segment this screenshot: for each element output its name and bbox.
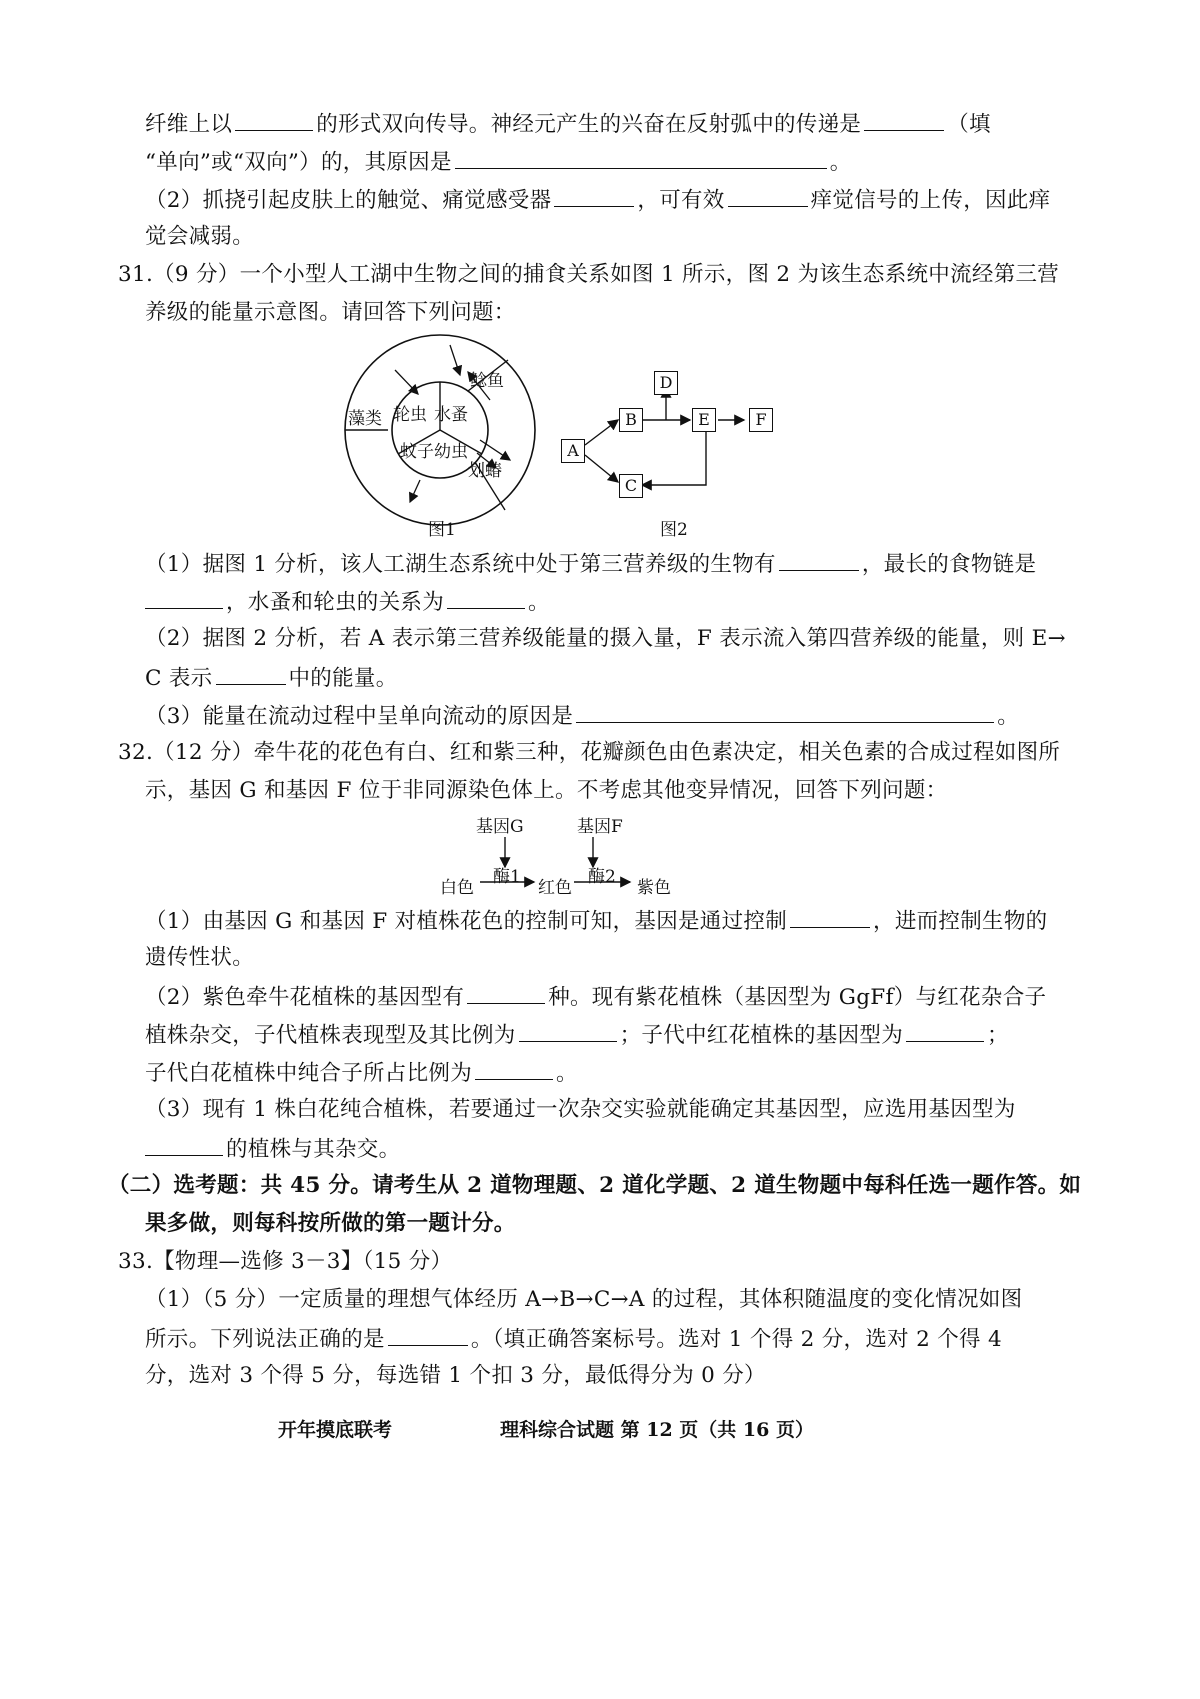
text: （3）能量在流动过程中呈单向流动的原因是	[145, 704, 574, 729]
text: 植株杂交，子代植株表现型及其比例为	[145, 1023, 516, 1048]
q31-intro-1: 31.（9 分）一个小型人工湖中生物之间的捕食关系如图 1 所示，图 2 为该生态系统中流经第三营	[118, 262, 1060, 287]
text: ，水蚤和轮虫的关系为	[226, 590, 445, 615]
q32-intro-1: 32.（12 分）牵牛花的花色有白、红和紫三种，花瓣颜色由色素决定，相关色素的合成过程如图所	[118, 740, 1061, 765]
text: 子代白花植株中纯合子所占比例为	[145, 1061, 473, 1086]
text: ，进而控制生物的	[873, 909, 1048, 934]
text: （2）紫色牵牛花植株的基因型有	[145, 985, 465, 1010]
text: ；	[987, 1023, 1009, 1048]
text: 的植株与其杂交。	[226, 1137, 401, 1162]
answer-blank[interactable]	[145, 586, 223, 609]
q30-line-4: 觉会减弱。	[145, 224, 255, 249]
q32-intro-2: 示，基因 G 和基因 F 位于非同源染色体上。不考虑其他变异情况，回答下列问题：	[145, 778, 948, 803]
q32-part-1	[145, 905, 1047, 937]
q32-part-3: （3）现有 1 株白花纯合植株，若要通过一次杂交实验就能确定其基因型，应选用基因型为	[145, 1097, 1016, 1122]
q31-intro-2: 养级的能量示意图。请回答下列问题：	[145, 300, 516, 325]
answer-blank[interactable]	[388, 1323, 468, 1346]
figure-1-food-web	[340, 330, 540, 530]
q33-part-1-cont-2: 分，选对 3 个得 5 分，每选错 1 个扣 3 分，最低得分为 0 分）	[145, 1363, 766, 1388]
answer-blank[interactable]	[145, 1133, 223, 1156]
text: 纤维上以	[145, 112, 233, 137]
answer-blank[interactable]	[235, 108, 313, 131]
arrow	[410, 480, 420, 502]
q33-part-1: （1）（5 分）一定质量的理想气体经历 A→B→C→A 的过程，其体积随温度的变化情况如图	[145, 1287, 1023, 1312]
answer-blank[interactable]	[519, 1019, 617, 1042]
text: 。	[829, 150, 852, 175]
label-daphnia: 水蚤	[434, 405, 468, 425]
text: （1）由基因 G 和基因 F 对植株花色的控制可知，基因是通过控制	[145, 909, 788, 934]
node-c: C	[619, 474, 643, 498]
answer-blank[interactable]	[790, 905, 870, 928]
text: 中的能量。	[288, 666, 398, 691]
text: 。	[528, 590, 550, 615]
q30-line-3	[145, 184, 1050, 216]
text: （1）据图 1 分析，该人工湖生态系统中处于第三营养级的生物有	[145, 552, 776, 577]
text: （2）抓挠引起皮肤上的触觉、痛觉感受器	[145, 188, 552, 213]
q30-line-1	[145, 108, 991, 140]
answer-blank[interactable]	[447, 586, 525, 609]
text: 。（填正确答案标号。选对 1 个得 2 分，选对 2 个得 4	[470, 1327, 1002, 1352]
label-white: 白色	[440, 878, 474, 898]
q31-part-2: （2）据图 2 分析，若 A 表示第三营养级能量的摄入量，F 表示流入第四营养级的能量，则 E→	[145, 626, 1066, 651]
q32-part-2-cont-2	[145, 1057, 578, 1089]
answer-blank[interactable]	[864, 108, 944, 131]
node-b: B	[619, 408, 643, 432]
node-f: F	[749, 408, 773, 432]
q33-part-1-cont	[145, 1323, 1002, 1355]
label-red: 红色	[538, 878, 572, 898]
text: 所示。下列说法正确的是	[145, 1327, 385, 1352]
answer-blank[interactable]	[467, 981, 545, 1004]
label-enzyme-1: 酶1	[493, 867, 521, 887]
text: （填	[947, 112, 991, 137]
text: ，最长的食物链是	[861, 552, 1037, 577]
q31-part-1-cont	[145, 586, 550, 618]
label-water-boatman: 划蝽	[468, 461, 502, 481]
q32-part-2-cont	[145, 1019, 1009, 1051]
q32-part-3-cont	[145, 1133, 400, 1165]
answer-blank[interactable]	[906, 1019, 984, 1042]
label-gene-g: 基因G	[476, 817, 524, 837]
text: 。	[556, 1061, 578, 1086]
figure-2-caption: 图2	[660, 520, 688, 540]
text: 痒觉信号的上传，因此痒	[810, 188, 1051, 213]
footer-page-info: 理科综合试题 第 12 页（共 16 页）	[500, 1419, 814, 1441]
node-d: D	[654, 371, 678, 395]
q31-part-3	[145, 700, 1019, 732]
label-mosquito-larva: 蚊子幼虫	[400, 442, 468, 462]
footer-exam-name: 开年摸底联考	[278, 1419, 393, 1441]
label-enzyme-2: 酶2	[588, 867, 616, 887]
answer-blank[interactable]	[576, 700, 994, 723]
q30-line-2	[145, 146, 852, 178]
answer-blank[interactable]	[216, 662, 286, 685]
figure-1-caption: 图1	[428, 520, 456, 540]
section-2-heading-cont: 果多做，则每科按所做的第一题计分。	[145, 1211, 516, 1236]
node-e: E	[692, 408, 716, 432]
label-catfish: 鲶鱼	[470, 371, 504, 391]
text: ，可有效	[637, 188, 725, 213]
text: 种。现有紫花植株（基因型为 GgFf）与红花杂合子	[548, 985, 1047, 1010]
text: 的形式双向传导。神经元产生的兴奋在反射弧中的传递是	[316, 112, 862, 137]
label-gene-f: 基因F	[577, 817, 623, 837]
q32-part-2	[145, 981, 1046, 1013]
answer-blank[interactable]	[455, 146, 827, 169]
q32-part-1-cont: 遗传性状。	[145, 945, 255, 970]
label-purple: 紫色	[637, 878, 671, 898]
arrow	[450, 345, 460, 375]
text: “单向”或“双向”）的，其原因是	[145, 150, 452, 175]
answer-blank[interactable]	[475, 1057, 553, 1080]
text: C 表示	[145, 666, 213, 691]
section-2-heading: （二）选考题：共 45 分。请考生从 2 道物理题、2 道化学题、2 道生物题中每科任选一题作答。如	[108, 1173, 1082, 1198]
answer-blank[interactable]	[779, 548, 859, 571]
node-a: A	[561, 439, 585, 463]
answer-blank[interactable]	[554, 184, 634, 207]
q33-title: 33.【物理—选修 3－3】（15 分）	[118, 1249, 453, 1274]
text: 。	[997, 704, 1019, 729]
label-rotifer: 轮虫	[393, 405, 427, 425]
label-algae: 藻类	[348, 409, 382, 429]
text: ；子代中红花植株的基因型为	[619, 1023, 904, 1048]
q31-part-1	[145, 548, 1036, 580]
answer-blank[interactable]	[728, 184, 808, 207]
q31-part-2-cont	[145, 662, 398, 694]
arrow	[395, 370, 418, 394]
